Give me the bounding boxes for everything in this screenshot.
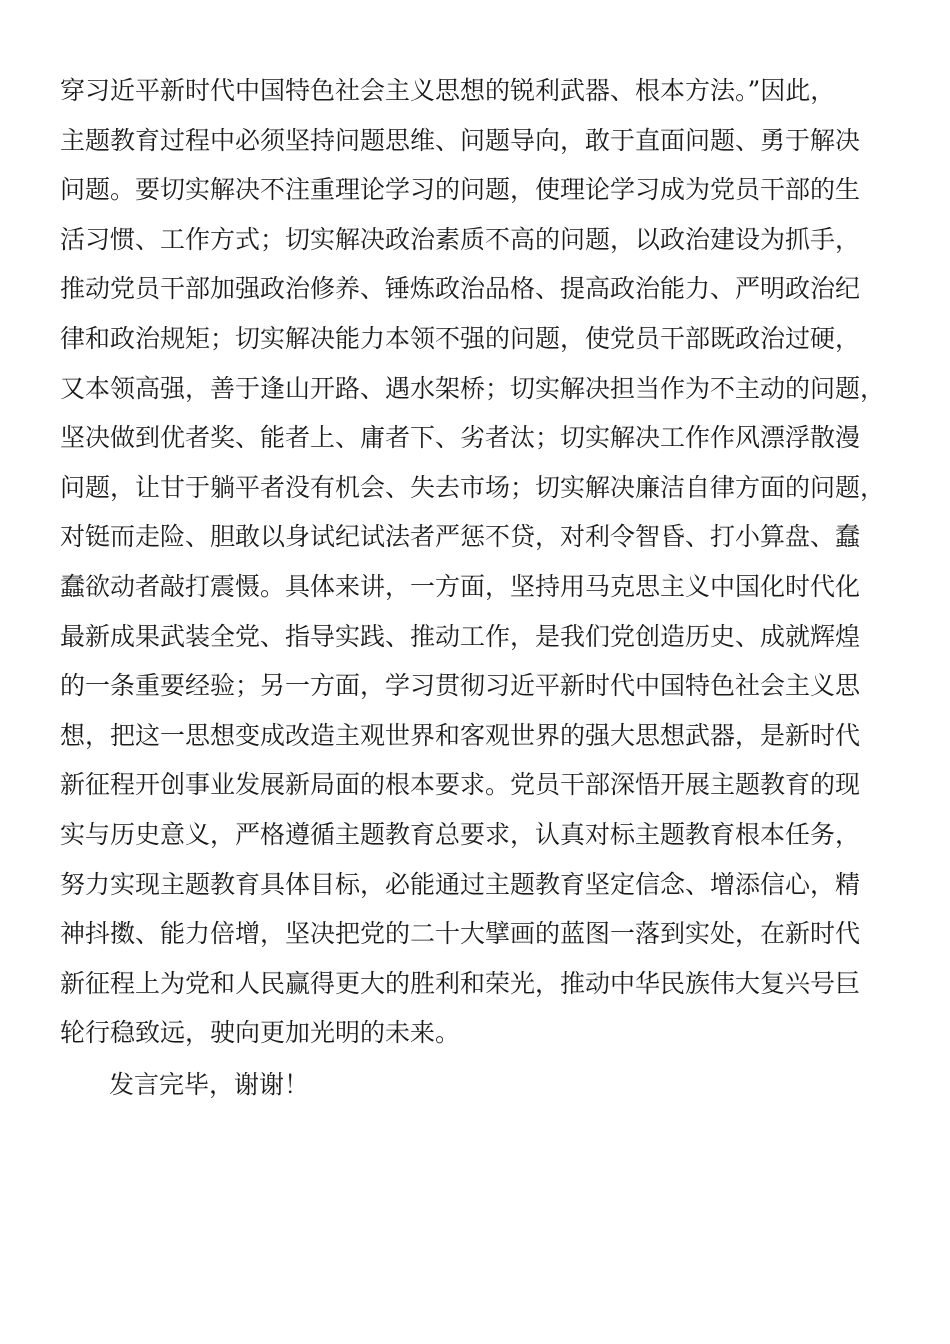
text-line: 神抖擞、能力倍增，坚决把党的二十大擘画的蓝图一落到实处，在新时代 xyxy=(60,919,861,949)
text-line: 坚决做到优者奖、能者上、庸者下、劣者汰；切实解决工作作风漂浮散漫 xyxy=(60,423,861,453)
body-paragraph xyxy=(60,66,910,1058)
text-line: 轮行稳致远，驶向更加光明的未来。 xyxy=(60,1018,461,1048)
text-line: 又本领高强，善于逢山开路、遇水架桥；切实解决担当作为不主动的问题， xyxy=(60,373,886,403)
text-line: 努力实现主题教育具体目标，必能通过主题教育坚定信念、增添信心，精 xyxy=(60,869,861,899)
text-line: 活习惯、工作方式；切实解决政治素质不高的问题，以政治建设为抓手， xyxy=(60,224,861,254)
text-line: 新征程开创事业发展新局面的根本要求。党员干部深悟开展主题教育的现 xyxy=(60,770,861,800)
text-line: 问题。要切实解决不注重理论学习的问题，使理论学习成为党员干部的生 xyxy=(60,175,861,205)
text-line: 的一条重要经验；另一方面，学习贯彻习近平新时代中国特色社会主义思 xyxy=(60,671,861,701)
text-line: 实与历史意义，严格遵循主题教育总要求，认真对标主题教育根本任务， xyxy=(60,819,861,849)
text-line: 蠢欲动者敲打震慑。具体来讲，一方面，坚持用马克思主义中国化时代化 xyxy=(60,571,861,601)
text-line: 穿习近平新时代中国特色社会主义思想的锐利武器、根本方法。”因此， xyxy=(60,76,836,105)
text-line: 问题，让甘于躺平者没有机会、失去市场；切实解决廉洁自律方面的问题， xyxy=(60,472,886,502)
text-line: 律和政治规矩；切实解决能力本领不强的问题，使党员干部既政治过硬， xyxy=(60,323,861,353)
text-line: 最新成果武装全党、指导实践、推动工作，是我们党创造历史、成就辉煌 xyxy=(60,621,861,651)
text-line: 对铤而走险、胆敢以身试纪试法者严惩不贷，对利令智昏、打小算盘、蠢 xyxy=(60,522,861,552)
text-line: 想，把这一思想变成改造主观世界和客观世界的强大思想武器，是新时代 xyxy=(60,720,861,750)
closing-remark: 发言完毕，谢谢！ xyxy=(109,1070,310,1099)
text-line: 推动党员干部加强政治修养、锤炼政治品格、提高政治能力、严明政治纪 xyxy=(60,274,861,304)
text-line: 新征程上为党和人民赢得更大的胜利和荣光，推动中华民族伟大复兴号巨 xyxy=(60,968,861,998)
text-line: 主题教育过程中必须坚持问题思维、问题导向，敢于直面问题、勇于解决 xyxy=(60,125,861,155)
